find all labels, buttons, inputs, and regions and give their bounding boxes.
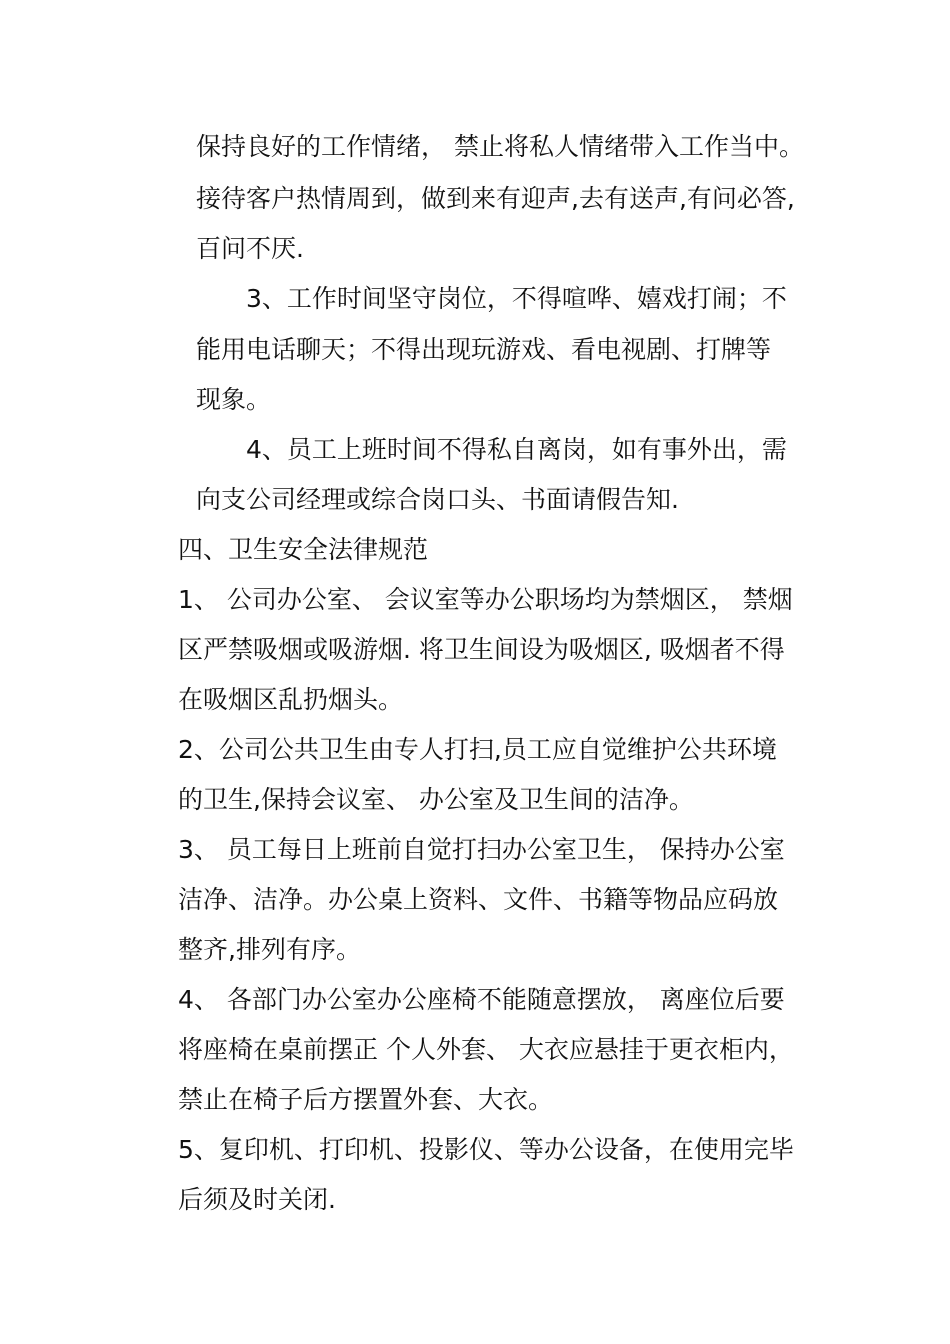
text-line: 的卫生,保持会议室、 办公室及卫生间的洁净。 (178, 785, 694, 814)
section-heading: 四、卫生安全法律规范 (178, 535, 429, 564)
text-line: 向支公司经理或综合岗口头、书面请假告知. (196, 485, 679, 514)
text-line: 2、公司公共卫生由专人打扫,员工应自觉维护公共环境 (178, 735, 777, 764)
text-line: 4、 各部门办公室办公座椅不能随意摆放， 离座位后要 (178, 985, 785, 1014)
text-line: 接待客户热情周到，做到来有迎声,去有送声,有问必答, (196, 184, 795, 213)
text-line: 禁止在椅子后方摆置外套、大衣。 (178, 1085, 554, 1114)
text-line: 区严禁吸烟或吸游烟. 将卫生间设为吸烟区, 吸烟者不得 (178, 635, 785, 664)
text-line: 能用电话聊天；不得出现玩游戏、看电视剧、打牌等 (196, 335, 772, 364)
text-line: 3、 员工每日上班前自觉打扫办公室卫生， 保持办公室 (178, 835, 785, 864)
text-line: 百问不厌. (196, 234, 304, 263)
text-line: 洁净、洁净。办公桌上资料、文件、书籍等物品应码放 (178, 885, 779, 914)
text-line: 保持良好的工作情绪， 禁止将私人情绪带入工作当中。 (196, 132, 804, 161)
text-line: 在吸烟区乱扔烟头。 (178, 685, 404, 714)
text-line: 后须及时关闭. (178, 1185, 336, 1214)
text-line: 4、员工上班时间不得私自离岗，如有事外出，需 (246, 435, 787, 464)
text-line: 5、复印机、打印机、投影仪、等办公设备，在使用完毕 (178, 1135, 794, 1164)
text-line: 将座椅在桌前摆正 个人外套、 大衣应悬挂于更衣柜内， (178, 1035, 794, 1064)
text-line: 1、 公司办公室、 会议室等办公职场均为禁烟区， 禁烟 (178, 585, 793, 614)
text-line: 3、工作时间坚守岗位，不得喧哗、嬉戏打闹；不 (246, 284, 787, 313)
text-line: 现象。 (196, 385, 272, 414)
text-line: 整齐,排列有序。 (178, 935, 361, 964)
